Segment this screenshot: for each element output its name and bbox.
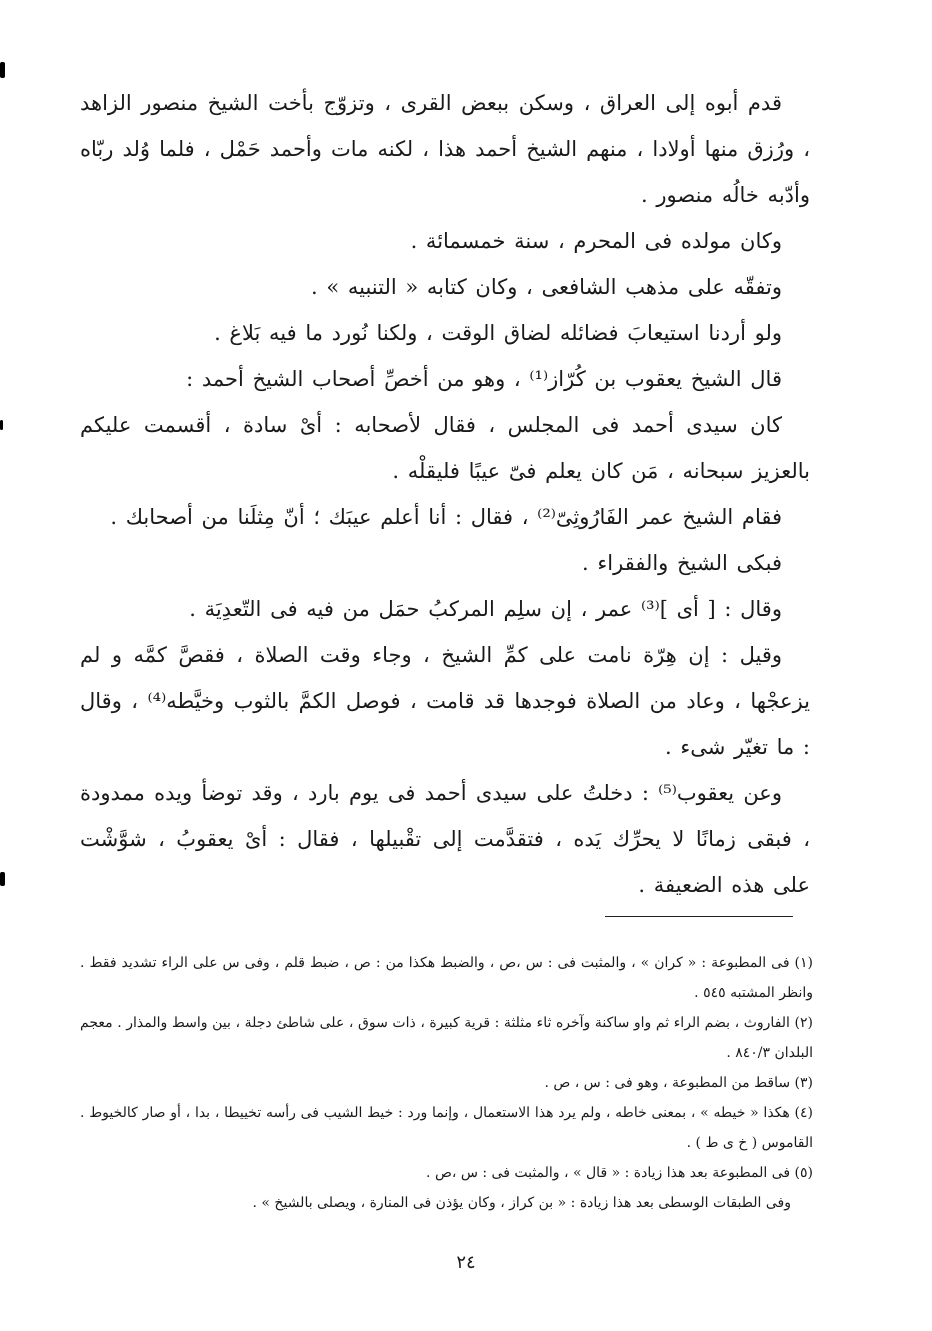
footnote-4: (٤) هكذا « خيطه » ، بمعنى خاطه ، ولم يرد هذا الاستعمال ، وإنما ورد : خيط الشيب فى رأسه تخييطا ، بدا ، أو صار كالخيوط . القاموس ( خ ى ط ) . [80, 1105, 814, 1151]
footnote-1: (١) فى المطبوعة : « كران » ، والمثبت فى : س ،ص ، والضبط هكذا من : ص ، ضبط قلم ، وفى س على الراء تشديد فقط . وانظر المشتبه ٥٤٥ . [80, 955, 813, 1001]
paragraph-10: وقيل : إن هِرّة نامت على كمِّ الشيخ ، وجاء وقت الصلاة ، فقصَّ كمَّه و لم يزعجْها ، وعاد من الصلاة فوجدها قد قامت ، فوصل الكمَّ بالثوب وخيَّطه⁽⁴⁾ ، وقال : ما تغيّر شىء . [80, 643, 810, 759]
main-text-body [80, 80, 810, 908]
paragraph-1: قدم أبوه إلى العراق ، وسكن ببعض القرى ، وتزوّج بأخت الشيخ منصور الزاهد ، ورُزق منها أولادا ، منهم الشيخ أحمد هذا ، لكنه مات وأحمد حَمْل ، فلما وُلد ربّاه وأدّبه خالُه منصور . [80, 91, 810, 207]
footnote-5-continuation: وفى الطبقات الوسطى بعد هذا زيادة : « بن كراز ، وكان يؤذن فى المنارة ، ويصلى بالشيخ » . [252, 1195, 791, 1211]
scan-edge-mark-middle [0, 420, 3, 430]
footnote-5: (٥) فى المطبوعة بعد هذا زيادة : « قال » ، والمثبت فى : س ،ص . [426, 1165, 813, 1181]
paragraph-3: وتفقّه على مذهب الشافعى ، وكان كتابه « التنبيه » . [310, 275, 782, 299]
footnote-2: (٢) الفاروث ، بضم الراء ثم واو ساكنة وآخره ثاء مثلثة : قرية كبيرة ، ذات سوق ، على شاطئ دجلة ، بين واسط والمذار . معجم البلدان ٨٤٠/٣ . [80, 1015, 813, 1061]
paragraph-9: وقال : [ أى ]⁽³⁾ عمر ، إن سلِم المركبُ حمَل من فيه فى التّعدِيَة . [189, 597, 782, 621]
paragraph-7: فقام الشيخ عمر الفَارُوثِىّ⁽²⁾ ، فقال : أنا أعلم عيبَك ؛ أنّ مِثلَنا من أصحابك . [110, 505, 782, 529]
paragraph-11: وعن يعقوب⁽⁵⁾ : دخلتُ على سيدى أحمد فى يوم بارد ، وقد توضأ ويده ممدودة ، فبقى زمانًا لا يحرِّك يَده ، فتقدَّمت إلى تقْبيلها ، فقال : أىْ يعقوبُ ، شوَّشْت على هذه الضعيفة . [80, 781, 810, 897]
footnote-separator-rule [605, 916, 793, 917]
paragraph-4: ولو أردنا استيعابَ فضائله لضاق الوقت ، ولكنا نُورد ما فيه بَلاغ . [214, 321, 782, 345]
scan-edge-mark-bottom [0, 872, 5, 886]
paragraph-6: كان سيدى أحمد فى المجلس ، فقال لأصحابه : أىْ سادة ، أقسمت عليكم بالعزيز سبحانه ، مَن كان يعلم فىّ عيبًا فليقلْه . [80, 413, 810, 483]
paragraph-2: وكان مولده فى المحرم ، سنة خمسمائة . [410, 229, 782, 253]
scan-edge-mark-top [0, 62, 5, 78]
paragraph-8: فبكى الشيخ والفقراء . [582, 551, 782, 575]
footnote-3: (٣) ساقط من المطبوعة ، وهو فى : س ، ص . [544, 1075, 813, 1091]
footnotes-section [80, 948, 813, 1218]
paragraph-5: قال الشيخ يعقوب بن كُرّاز⁽¹⁾ ، وهو من أخصِّ أصحاب الشيخ أحمد : [186, 367, 782, 391]
page-number: ٢٤ [456, 1252, 476, 1273]
